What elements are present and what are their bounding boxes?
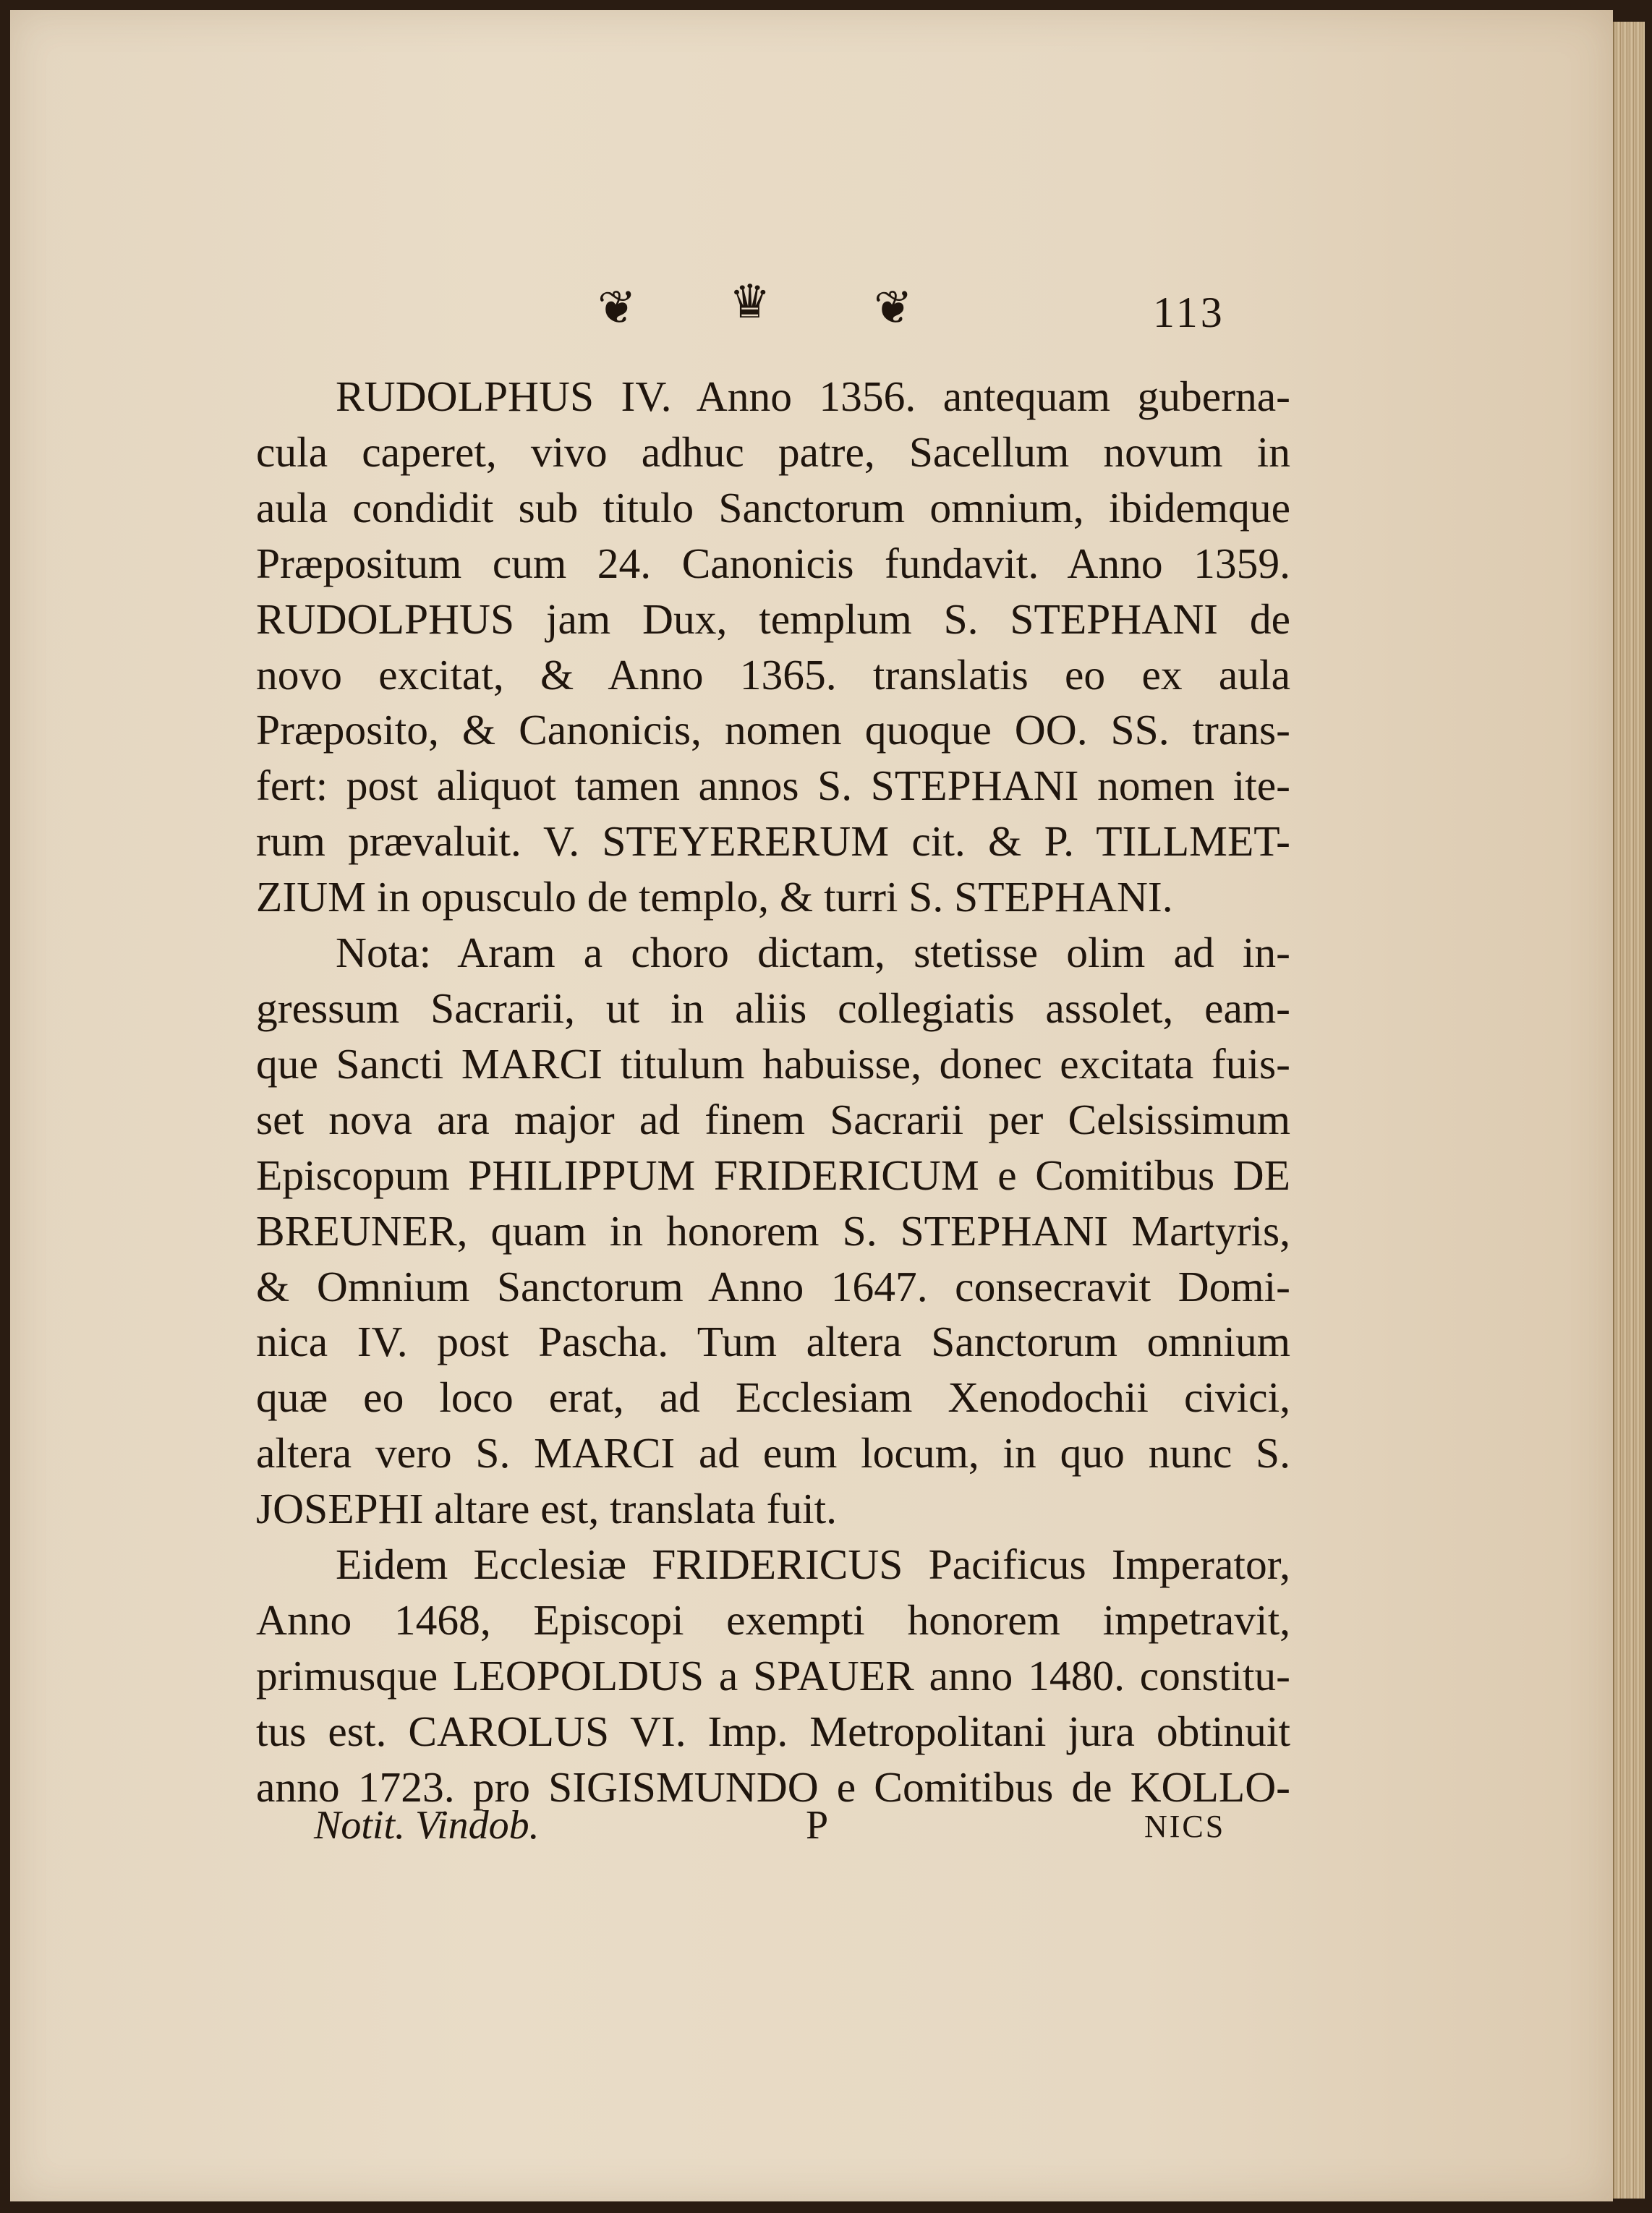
text-line-2: cula caperet, vivo adhuc patre, Sacellum novum in [256,427,1290,476]
page-stack-edge [1613,22,1645,2199]
text-line-16: BREUNER, quam in honorem S. STEPHANI Martyris, [256,1206,1290,1255]
fleuron-icon-right: ❦ [874,282,913,333]
text-line-17: & Omnium Sanctorum Anno 1647. consecravit Domi- [256,1262,1290,1310]
text-line-22: Eidem Ecclesiæ FRIDERICUS Pacificus Imperator, [336,1540,1290,1589]
text-line-9: rum prævaluit. V. STEYERERUM cit. & P. TILLMET- [256,817,1290,866]
text-line-19: quæ eo loco erat, ad Ecclesiam Xenodochii civici, [256,1373,1290,1422]
catchword: NICS [1144,1809,1226,1844]
text-line-7: Præposito, & Canonicis, nomen quoque OO. SS. trans- [256,706,1290,754]
text-line-15: Episcopum PHILIPPUM FRIDERICUM e Comitibus DE [256,1151,1290,1199]
text-line-1: RUDOLPHUS IV. Anno 1356. antequam guberna- [336,372,1290,420]
text-line-13: que Sancti MARCI titulum habuisse, donec excitata fuis- [256,1039,1290,1088]
text-line-20: altera vero S. MARCI ad eum locum, in quo nunc S. [256,1429,1290,1478]
footer-title: Notit. Vindob. [314,1803,540,1848]
text-line-3: aula condidit sub titulo Sanctorum omnium, ibidemque [256,483,1290,532]
text-line-11: Nota: Aram a choro dictam, stetisse olim ad in- [336,929,1290,977]
crown-icon: ♛ [729,276,771,328]
text-line-4: Præpositum cum 24. Canonicis fundavit. Anno 1359. [256,539,1290,587]
text-line-12: gressum Sacrarii, ut in aliis collegiatis assolet, eam- [256,984,1290,1032]
text-line-26: anno 1723. pro SIGISMUNDO e Comitibus de KOLLO- [256,1762,1290,1811]
text-line-5: RUDOLPHUS jam Dux, templum S. STEPHANI de [256,594,1290,643]
text-line-10: ZIUM in opusculo de templo, & turri S. STEPHANI. [256,873,1173,921]
signature-mark: P [806,1803,829,1848]
text-line-8: fert: post aliquot tamen annos S. STEPHANI nomen ite- [256,762,1290,810]
fleuron-icon-left: ❦ [597,282,636,333]
text-line-24: primusque LEOPOLDUS a SPAUER anno 1480. constitu- [256,1651,1290,1700]
text-line-6: novo excitat, & Anno 1365. translatis eo ex aula [256,650,1290,699]
book-page [10,10,1613,2201]
text-line-25: tus est. CAROLUS VI. Imp. Metropolitani jura obtinuit [256,1707,1290,1755]
page-number: 113 [1153,289,1225,336]
text-line-21: JOSEPHI altare est, translata fuit. [256,1485,838,1533]
page-header [10,276,1613,344]
text-line-23: Anno 1468, Episcopi exempti honorem impetravit, [256,1595,1290,1644]
text-line-18: nica IV. post Pascha. Tum altera Sanctorum omnium [256,1318,1290,1366]
text-line-14: set nova ara major ad finem Sacrarii per Celsissimum [256,1095,1290,1143]
body-text [256,369,1290,1815]
